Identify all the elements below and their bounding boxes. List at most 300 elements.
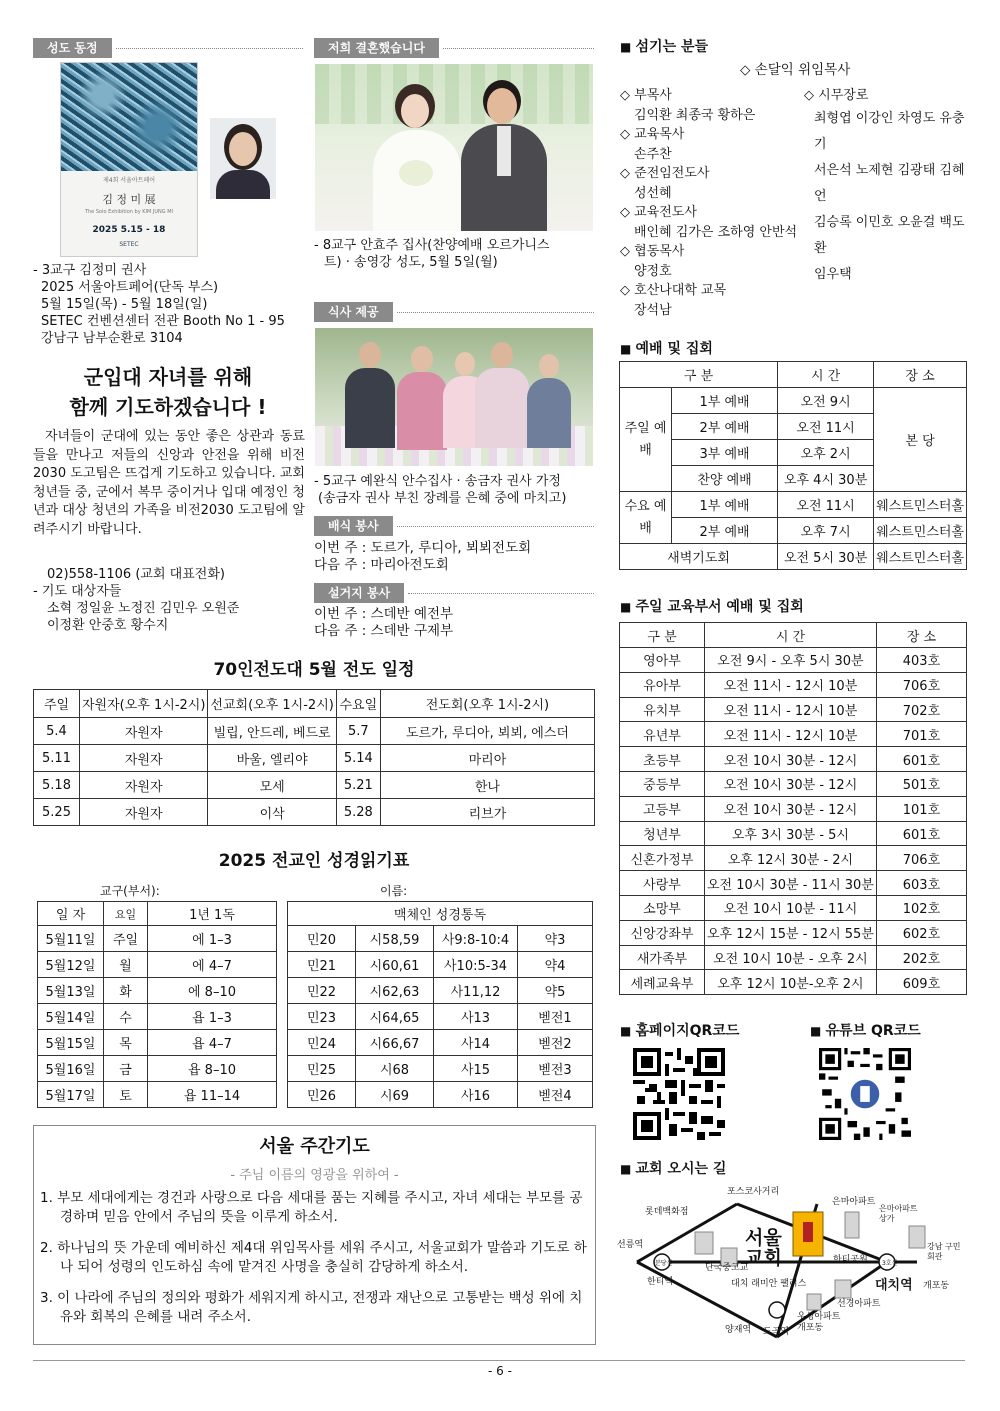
table-cell: 오후 12시 10분-오후 2시 <box>705 970 877 995</box>
table-cell: 구 분 <box>620 623 705 648</box>
table-cell: 사9:8-10:4 <box>434 926 518 952</box>
table-cell: 오전 10시 30분 - 12시 <box>705 771 877 796</box>
text-line: 배식 봉사 <box>314 516 393 536</box>
table-row <box>34 799 595 826</box>
table-cell: 오전 10시 10분 - 11시 <box>705 895 877 920</box>
table-row <box>620 722 967 747</box>
table-cell: 금 <box>104 1056 148 1082</box>
table-cell: 오전 11시 - 12시 10분 <box>705 697 877 722</box>
table-cell: 주일 <box>104 926 148 952</box>
text-line: ◇ 시무장로 <box>804 88 869 103</box>
text-line: 강남 구민회관 <box>927 1242 961 1261</box>
table-cell: 사10:5-34 <box>434 952 518 978</box>
text-line: 서울 <box>745 1227 782 1249</box>
table-row <box>620 970 967 995</box>
table-row <box>620 796 967 821</box>
table-cell: 시68 <box>356 1056 434 1082</box>
table-row <box>620 821 967 846</box>
table-row <box>620 518 967 544</box>
table-cell: 민25 <box>288 1056 356 1082</box>
text-line: 개포동 <box>797 1323 824 1333</box>
table-cell: 701호 <box>876 722 966 747</box>
wedding-photo <box>315 64 593 231</box>
table-row <box>288 978 593 1004</box>
table-row <box>620 388 967 414</box>
worship-table <box>619 361 967 570</box>
table-cell: 벧전2 <box>518 1030 593 1056</box>
text-line: 롯데백화점 <box>645 1207 689 1217</box>
footer-divider <box>33 1360 965 1361</box>
table-cell: 수 <box>104 1004 148 1030</box>
table-cell: 시62,63 <box>356 978 434 1004</box>
table-cell: 에 1–3 <box>148 926 277 952</box>
table-row <box>38 1056 277 1082</box>
table-cell: 오후 3시 30분 - 5시 <box>705 821 877 846</box>
table-cell: 609호 <box>876 970 966 995</box>
text-line: 우성아파트 <box>797 1312 841 1322</box>
table-cell: 전도회(오후 1시-2시) <box>380 690 594 718</box>
table-cell: 이삭 <box>208 799 336 826</box>
text-line: 도곡역 <box>763 1327 790 1337</box>
text-line: 군입대 자녀를 위해 <box>83 365 253 389</box>
table-row <box>34 745 595 772</box>
table-cell: 벧전1 <box>518 1004 593 1030</box>
table-cell: 민24 <box>288 1030 356 1056</box>
table-cell: 중등부 <box>620 771 705 796</box>
table-cell: 소망부 <box>620 895 705 920</box>
table-row <box>620 895 967 920</box>
text-line: 손주찬 <box>634 146 672 162</box>
table-row <box>620 492 967 518</box>
text-line: 은마아파트 상가 <box>879 1204 918 1223</box>
table-cell: 5.18 <box>34 772 80 799</box>
table-cell: 새벽기도회 <box>620 544 778 570</box>
table-cell: 유아부 <box>620 672 705 697</box>
table-row <box>288 1056 593 1082</box>
text-line: 서은석 노제현 김광태 김혜언 <box>814 163 965 204</box>
youtube-qr-code[interactable] <box>819 1048 911 1140</box>
ministers-left <box>620 86 800 320</box>
table-row <box>620 747 967 772</box>
table-cell: 시69 <box>356 1082 434 1108</box>
text-line: 5월 15일(목) - 5월 18일(일) <box>41 297 208 312</box>
table-cell: 오후 12시 15분 - 12시 55분 <box>705 920 877 945</box>
weekly-prayer-box <box>33 1125 596 1345</box>
table-cell: 목 <box>104 1030 148 1056</box>
table-cell: 에 8–10 <box>148 978 277 1004</box>
table-cell: 토 <box>104 1082 148 1108</box>
text-line: 대치역 <box>875 1278 913 1293</box>
church-label <box>745 1228 782 1268</box>
table-cell: 빌립, 안드레, 베드로 <box>208 718 336 745</box>
weekly-prayer-subtitle: - 주님 이름의 영광을 위하여 - <box>230 1168 399 1183</box>
table-cell: 1부 예배 <box>672 388 778 414</box>
table-cell: 오전 11시 <box>778 492 874 518</box>
serving-text <box>314 540 598 574</box>
table-cell: 5.25 <box>34 799 80 826</box>
table-cell: 민22 <box>288 978 356 1004</box>
table-cell: 사15 <box>434 1056 518 1082</box>
table-cell: 장 소 <box>876 623 966 648</box>
bible-title: 2025 전교인 성경읽기표 <box>218 851 410 871</box>
meal-header <box>314 302 594 322</box>
bible-left-table <box>37 901 277 1108</box>
dishes-header <box>314 583 594 603</box>
table-cell: 2부 예배 <box>672 518 778 544</box>
table-cell: 욥 4–7 <box>148 1030 277 1056</box>
serving-header <box>314 516 594 536</box>
table-cell: 시58,59 <box>356 926 434 952</box>
text-line: 양재역 <box>725 1325 752 1335</box>
family-photo <box>315 328 593 466</box>
text-line: 포스코사거리 <box>727 1187 780 1197</box>
table-cell: 약4 <box>518 952 593 978</box>
bible-right-table <box>287 901 593 1108</box>
prayer-item: 1. 부모 세대에게는 경건과 사랑으로 다음 세대를 품는 지혜를 주시고, 자녀 세대는 부모를 공경하며 믿음 안에서 주님의 뜻을 이루게 하소서. <box>40 1190 583 1225</box>
table-cell: 자원자 <box>80 772 208 799</box>
text-line: 대치 래미안 팰리스 <box>731 1279 807 1289</box>
table-cell: 사11,12 <box>434 978 518 1004</box>
table-cell: 2부 예배 <box>672 414 778 440</box>
wedding-caption <box>314 237 598 271</box>
homepage-qr-label: ■ 홈페이지QR코드 <box>620 1020 739 1040</box>
table-cell: 맥체인 성경통독 <box>288 902 593 926</box>
table-cell: 민26 <box>288 1082 356 1108</box>
table-cell: 오전 10시 10분 - 오후 2시 <box>705 945 877 970</box>
table-cell: 영아부 <box>620 648 705 673</box>
text-line: - 8교구 안효주 집사(찬양예배 오르가니스 <box>314 238 550 253</box>
table-row <box>620 648 967 673</box>
youtube-qr-label: ■ 유튜브 QR코드 <box>810 1020 921 1040</box>
poster-line: 2025 5.15 - 18 <box>92 225 166 235</box>
table-cell: 웨스트민스터홀 <box>874 518 967 544</box>
table-cell: 민20 <box>288 926 356 952</box>
table-cell: 도르가, 루디아, 뵈뵈, 에스더 <box>380 718 594 745</box>
military-body: 자녀들이 군대에 있는 동안 좋은 상관과 동료들을 만나고 저들의 신앙과 안전을 위해 비전2030 도고팀은 뜨겁게 기도하고 있습니다. 교회 청년들 중, 군에서 복무 중이거나 입대 예정인 청년과 대상 청년의 가족을 비전2030 도고팀에 알려주시기 바랍니다. <box>33 429 305 537</box>
text-line: 02)558-1106 (교회 대표전화) <box>47 567 225 582</box>
text-line: 다음 주 : 마리아전도회 <box>314 557 449 573</box>
table-cell: 5.4 <box>34 718 80 745</box>
table-row <box>288 1004 593 1030</box>
table-cell: 5월16일 <box>38 1056 104 1082</box>
table-cell: 5월13일 <box>38 978 104 1004</box>
table-cell: 5월17일 <box>38 1082 104 1108</box>
text-line: 교회 <box>745 1247 782 1269</box>
text-line: 선경아파트 <box>837 1299 881 1309</box>
table-cell: 약3 <box>518 926 593 952</box>
table-cell: 벧전4 <box>518 1082 593 1108</box>
dishes-text <box>314 606 598 640</box>
church-map <box>617 1182 967 1352</box>
text-line: 배인혜 김가은 조하영 안반석 <box>634 224 798 240</box>
text-line: 저희 결혼했습니다 <box>314 38 439 58</box>
table-cell: 유치부 <box>620 697 705 722</box>
table-cell: 오전 9시 <box>778 388 874 414</box>
senior-pastor: ◇ 손달익 위임목사 <box>740 62 851 78</box>
table-cell: 5.28 <box>336 799 380 826</box>
table-row <box>288 926 593 952</box>
meal-caption <box>314 473 598 507</box>
table-cell: 601호 <box>876 747 966 772</box>
table-cell: 모세 <box>208 772 336 799</box>
text-line: 한티역 <box>647 1277 674 1287</box>
saint-news-text <box>33 262 303 347</box>
table-cell: 한나 <box>380 772 594 799</box>
table-cell: 찬양 예배 <box>672 466 778 492</box>
table-cell: 사13 <box>434 1004 518 1030</box>
table-row <box>34 690 595 718</box>
table-row <box>38 1030 277 1056</box>
table-row <box>620 771 967 796</box>
table-row <box>288 1030 593 1056</box>
table-cell: 사14 <box>434 1030 518 1056</box>
table-cell: 웨스트민스터홀 <box>874 544 967 570</box>
qr-icon <box>819 1048 911 1140</box>
table-cell: 오후 2시 <box>778 440 874 466</box>
table-cell: 시 간 <box>705 623 877 648</box>
military-contacts <box>33 566 305 634</box>
table-cell: 본 당 <box>874 388 967 492</box>
table-cell: 사랑부 <box>620 871 705 896</box>
table-cell: 수요일 <box>336 690 380 718</box>
table-row <box>288 1082 593 1108</box>
table-cell: 주일 예배 <box>620 388 672 492</box>
text-line: 양정호 <box>634 263 672 279</box>
name-label: 이름: <box>380 884 408 898</box>
page-number: - 6 - <box>488 1364 512 1378</box>
table-row <box>38 952 277 978</box>
table-cell: 5.21 <box>336 772 380 799</box>
text-line: 이번 주 : 도르가, 루디아, 뵈뵈전도회 <box>314 540 532 556</box>
table-row <box>620 362 967 388</box>
text-line: ◇ 준전임전도사 <box>620 166 710 181</box>
table-cell: 202호 <box>876 945 966 970</box>
text-line: ◇ 협동목사 <box>620 244 685 259</box>
prayer-item: 2. 하나님의 뜻 가운데 예비하신 제4대 위임목사를 세워 주시고, 서울교회가 말씀과 기도로 하나 되어 성령의 인도하심 속에 맡겨진 사명을 충실히 감당하게 하소서. <box>40 1240 587 1275</box>
text-line: 성도 동정 <box>33 38 112 58</box>
portrait-photo <box>210 118 276 199</box>
text-line: 트) · 송영강 성도, 5월 5일(월) <box>324 255 498 270</box>
text-line: ◇ 교육목사 <box>620 127 685 142</box>
exhibition-poster <box>60 62 198 257</box>
text-line: 다음 주 : 스데반 구제부 <box>314 623 454 639</box>
text-line: - 3교구 김정미 권사 <box>33 263 147 278</box>
text-line: 김익환 최종국 황하은 <box>634 107 756 123</box>
education-table <box>619 622 967 995</box>
table-row <box>620 544 967 570</box>
table-row <box>34 718 595 745</box>
ministers-header: ■ 섬기는 분들 <box>620 36 708 56</box>
table-cell: 에 4–7 <box>148 952 277 978</box>
table-cell: 자원자 <box>80 718 208 745</box>
table-cell: 5.7 <box>336 718 380 745</box>
qr-icon <box>633 1048 725 1140</box>
text-line: 은마아파트 <box>832 1197 876 1207</box>
table-cell: 오전 10시 30분 - 12시 <box>705 747 877 772</box>
table-cell: 일 자 <box>38 902 104 926</box>
dept-label: 교구(부서): <box>100 884 160 898</box>
poster-line: SETEC <box>119 241 139 248</box>
table-cell: 603호 <box>876 871 966 896</box>
table-cell: 마리아 <box>380 745 594 772</box>
map-header: ■ 교회 오시는 길 <box>620 1158 726 1178</box>
table-cell: 101호 <box>876 796 966 821</box>
education-header: ■ 주일 교육부서 예배 및 집회 <box>620 596 804 616</box>
table-cell: 오전 10시 30분 - 12시 <box>705 796 877 821</box>
table-row <box>38 1004 277 1030</box>
text-line: ◇ 부목사 <box>620 88 672 103</box>
table-row <box>620 697 967 722</box>
table-cell: 웨스트민스터홀 <box>874 492 967 518</box>
text-line: 선릉역 <box>617 1240 644 1250</box>
table-cell: 유년부 <box>620 722 705 747</box>
homepage-qr-code[interactable] <box>633 1048 725 1140</box>
table-cell: 리브가 <box>380 799 594 826</box>
table-cell: 702호 <box>876 697 966 722</box>
ministers-right <box>804 86 974 288</box>
prayer-item: 3. 이 나라에 주님의 정의와 평화가 세워지게 하시고, 전쟁과 재난으로 고통받는 백성 위에 치유와 회복의 은혜를 내려 주소서. <box>40 1290 583 1325</box>
table-cell: 706호 <box>876 672 966 697</box>
text-line: (송금자 권사 부친 장례를 은혜 중에 마치고) <box>318 491 567 506</box>
text-line: ◇ 교육전도사 <box>620 205 697 220</box>
table-cell: 욥 1–3 <box>148 1004 277 1030</box>
table-cell: 선교회(오후 1시-2시) <box>208 690 336 718</box>
table-cell: 자원자 <box>80 799 208 826</box>
table-cell: 5.11 <box>34 745 80 772</box>
text-line: 개포동 <box>923 1281 950 1291</box>
text-line: 설거지 봉사 <box>314 583 404 603</box>
text-line: 최형엽 이강인 차영도 유충기 <box>814 111 965 152</box>
table-cell: 403호 <box>876 648 966 673</box>
table-cell: 오전 5시 30분 <box>778 544 874 570</box>
text-line: 이번 주 : 스데반 예전부 <box>314 606 454 622</box>
table-cell: 3부 예배 <box>672 440 778 466</box>
table-cell: 월 <box>104 952 148 978</box>
text-line: 소혁 정일윤 노정진 김민우 오원준 <box>47 601 240 616</box>
table-cell: 자원자 <box>80 745 208 772</box>
wedding-header <box>314 38 594 58</box>
table-cell: 민21 <box>288 952 356 978</box>
table-cell: 오전 10시 30분 - 11시 30분 <box>705 871 877 896</box>
table-cell: 601호 <box>876 821 966 846</box>
table-cell: 1부 예배 <box>672 492 778 518</box>
table-cell: 5월15일 <box>38 1030 104 1056</box>
text-line: ◇ 호산나대학 교목 <box>620 283 727 298</box>
text-line: - 기도 대상자들 <box>33 584 122 599</box>
table-cell: 신앙강좌부 <box>620 920 705 945</box>
weekly-prayer-title: 서울 주간기도 <box>259 1136 370 1157</box>
table-cell: 새가족부 <box>620 945 705 970</box>
table-cell: 5.14 <box>336 745 380 772</box>
table-row <box>38 978 277 1004</box>
poster-line: The Solo Exhibition by KIM JUNG MI <box>84 209 174 215</box>
table-cell: 자원자(오후 1시-2시) <box>80 690 208 718</box>
table-row <box>620 623 967 648</box>
text-line: 3호선 <box>882 1260 898 1267</box>
table-cell: 시 간 <box>778 362 874 388</box>
evangelism-table <box>33 689 595 826</box>
military-title <box>33 362 303 422</box>
table-row <box>620 945 967 970</box>
text-line: 한티공원 <box>833 1255 868 1265</box>
table-cell: 요일 <box>104 902 148 926</box>
table-cell: 수요 예배 <box>620 492 672 544</box>
table-cell: 오전 11시 - 12시 10분 <box>705 722 877 747</box>
text-line: 분당선 <box>655 1260 673 1267</box>
table-cell: 시60,61 <box>356 952 434 978</box>
table-cell: 오전 11시 - 12시 10분 <box>705 672 877 697</box>
table-cell: 5월14일 <box>38 1004 104 1030</box>
table-cell: 오후 7시 <box>778 518 874 544</box>
table-cell: 초등부 <box>620 747 705 772</box>
table-row <box>288 952 593 978</box>
table-cell: 고등부 <box>620 796 705 821</box>
saint-news-header <box>33 38 303 58</box>
table-cell: 약5 <box>518 978 593 1004</box>
text-line: - 5교구 예완식 안수집사 · 송금자 권사 가정 <box>314 474 561 489</box>
table-cell: 시66,67 <box>356 1030 434 1056</box>
table-cell: 1년 1독 <box>148 902 277 926</box>
text-line: SETEC 컨벤션센터 전관 Booth No 1 - 95 <box>41 314 285 329</box>
table-row <box>38 1082 277 1108</box>
table-row <box>620 672 967 697</box>
table-row <box>620 846 967 871</box>
table-cell: 바울, 엘리야 <box>208 745 336 772</box>
table-cell: 오전 9시 - 오후 5시 30분 <box>705 648 877 673</box>
table-cell: 706호 <box>876 846 966 871</box>
table-cell: 5월12일 <box>38 952 104 978</box>
poster-line: 김 정 미 展 <box>102 193 156 206</box>
table-cell: 오전 11시 <box>778 414 874 440</box>
table-cell: 청년부 <box>620 821 705 846</box>
table-cell: 오후 12시 30분 - 2시 <box>705 846 877 871</box>
table-cell: 501호 <box>876 771 966 796</box>
table-cell: 5월11일 <box>38 926 104 952</box>
text-line: 장석남 <box>634 302 672 318</box>
evangelism-title: 70인전도대 5월 전도 일정 <box>213 660 415 680</box>
table-cell: 세례교육부 <box>620 970 705 995</box>
table-cell: 벧전3 <box>518 1056 593 1082</box>
table-row <box>34 772 595 799</box>
table-row <box>288 902 593 926</box>
text-line: 함께 기도하겠습니다 ! <box>69 395 267 419</box>
text-line: 김승록 이민호 오윤걸 백도환 <box>814 215 965 256</box>
table-cell: 주일 <box>34 690 80 718</box>
table-cell: 102호 <box>876 895 966 920</box>
text-line: 2025 서울아트페어(단독 부스) <box>41 280 219 295</box>
table-cell: 시64,65 <box>356 1004 434 1030</box>
table-cell: 욥 8–10 <box>148 1056 277 1082</box>
table-cell: 화 <box>104 978 148 1004</box>
text-line: 이정환 안중호 황수지 <box>47 618 169 633</box>
poster-line: 제4회 서울아트페어 <box>102 177 156 184</box>
text-line: 단국중고교 <box>705 1263 749 1273</box>
table-cell: 사16 <box>434 1082 518 1108</box>
table-cell: 구 분 <box>620 362 778 388</box>
table-cell: 민23 <box>288 1004 356 1030</box>
table-cell: 602호 <box>876 920 966 945</box>
table-row <box>620 871 967 896</box>
text-line: 강남구 남부순환로 3104 <box>41 331 183 346</box>
worship-header: ■ 예배 및 집회 <box>620 338 713 358</box>
table-row <box>38 926 277 952</box>
text-line: 성선혜 <box>634 185 672 201</box>
table-row <box>620 920 967 945</box>
text-line: 식사 제공 <box>314 302 393 322</box>
table-cell: 신혼가정부 <box>620 846 705 871</box>
table-cell: 오후 4시 30분 <box>778 466 874 492</box>
table-cell: 욥 11–14 <box>148 1082 277 1108</box>
